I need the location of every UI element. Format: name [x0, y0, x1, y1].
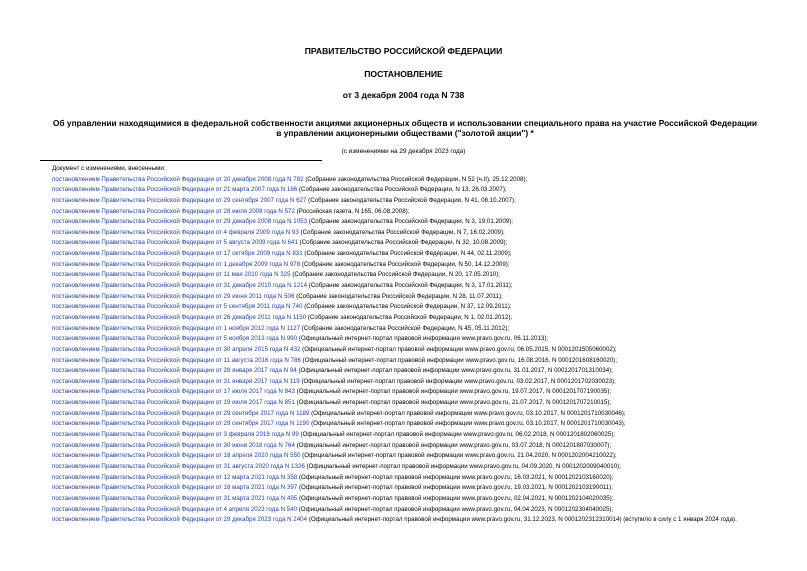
amendment-item [52, 260, 767, 271]
amendment-link[interactable]: постановлением Правительства Российской Федерации от 30 апреля 2015 года N 432 [52, 345, 301, 353]
amendment-item [52, 515, 767, 525]
amendment-item [52, 356, 767, 367]
amendment-item [52, 334, 767, 345]
amendment-source: (Собрание законодательства Российской Федерации, N 41, 08.10.2007); [306, 196, 516, 204]
amendment-source: (Российская газета, N 165, 06.08.2008); [294, 207, 410, 215]
amendment-item [52, 398, 767, 409]
amendment-item [52, 313, 767, 324]
amendment-link[interactable]: постановлением Правительства Российской Федерации от 5 августа 2009 года N 641 [52, 239, 298, 247]
amendment-item [52, 409, 767, 420]
amendment-source: (Официальный интернет-портал правовой информации www.pravo.gov.ru, 02.04.2021, N 0001202104020035); [297, 494, 614, 502]
amendment-link[interactable]: постановлением Правительства Российской Федерации от 31 марта 2021 года N 495 [52, 494, 298, 502]
amendment-source: (Официальный интернет-портал правовой информации www.pravo.gov.ru, 21.04.2020, N 0001202004210022); [300, 452, 617, 460]
amendment-item [52, 430, 767, 441]
amendment-link[interactable]: постановлением Правительства Российской Федерации от 5 сентября 2011 года N 740 [52, 303, 303, 311]
amendment-item [52, 185, 767, 196]
amendment-link[interactable]: постановлением Правительства Российской Федерации от 5 ноября 2013 года N 990 [52, 335, 298, 343]
amendment-link[interactable]: постановлением Правительства Российской Федерации от 20 декабря 2008 года N 782 [52, 175, 304, 183]
amendment-link[interactable]: постановлением Правительства Российской Федерации от 3 февраля 2018 года N 99 [52, 431, 299, 439]
amendment-item [52, 441, 767, 452]
amendment-source: (Собрание законодательства Российской Федерации, N 45, 05.11.2012); [300, 324, 509, 332]
amendment-item [52, 238, 767, 249]
amendment-item [52, 462, 767, 473]
amendment-source: (Собрание законодательства Российской Федерации, N 7, 16.02.2009); [298, 228, 505, 236]
amendment-link[interactable]: постановлением Правительства Российской Федерации от 31 декабря 2010 года N 1214 [52, 282, 308, 290]
amendment-source: (Официальный интернет-портал правовой информации www.pravo.gov.ru, 31.01.2017, N 0001201701310034); [296, 367, 613, 375]
amendment-link[interactable]: постановлением Правительства Российской Федерации от 18 марта 2021 года N 397 [52, 484, 298, 492]
amendment-link[interactable]: постановлением Правительства Российской Федерации от 29 сентября 2017 года N 1189 [52, 409, 310, 417]
amendment-source: (Официальный интернет-портал правовой информации www.pravo.gov.ru, 03.10.2017, N 0001201710030043); [309, 420, 626, 428]
amendment-link[interactable]: постановлением Правительства Российской Федерации от 29 июня 2011 года N 506 [52, 292, 295, 300]
amendment-source: (Официальный интернет-портал правовой информации www.pravo.gov.ru, 31.12.2023, N 0001202312310014) (вступило в силу с 1 января 2024 года). [307, 516, 737, 524]
amendments-intro: Документ с изменениями, внесенными: [52, 165, 166, 172]
document-revision-note: (с изменениями на 29 декабря 2023 года) [341, 148, 466, 155]
amendment-source: (Официальный интернет-портал правовой информации www.pravo.gov.ru, 21.07.2017, N 0001201707210015); [294, 399, 612, 407]
amendment-source: (Собрание законодательства Российской Федерации, N 52 (ч.II), 25.12.2008); [303, 175, 528, 183]
amendment-item [52, 302, 767, 313]
amendment-link[interactable]: постановлением Правительства Российской Федерации от 29 сентября 2017 года N 1190 [52, 420, 310, 428]
document-type-heading: ПОСТАНОВЛЕНИЕ [364, 69, 443, 79]
document-title: Об управлении находящимися в федеральной собственности акциями акционерных обществ и использовании специального права на участие Российской Федерации в управлении акционерными обществами ("золотой акции") * [52, 118, 758, 139]
amendment-source: (Официальный интернет-портал правовой информации www.pravo.gov.ru, 03.07.2018, N 0001201807030007); [294, 441, 612, 449]
amendment-item [52, 345, 767, 356]
amendment-item [52, 217, 767, 228]
amendment-item [52, 494, 767, 505]
amendment-item [52, 473, 767, 484]
amendment-source: (Официальный интернет-портал правовой информации www.pravo.gov.ru, 16.08.2016, N 0001201608160020); [300, 356, 618, 364]
amendment-source: (Собрание законодательства Российской Федерации, N 37, 12.09.2011); [302, 303, 512, 311]
amendment-link[interactable]: постановлением Правительства Российской Федерации от 11 мая 2010 года N 325 [52, 271, 291, 279]
amendment-link[interactable]: постановлением Правительства Российской Федерации от 26 декабря 2011 года N 1150 [52, 313, 307, 321]
amendment-link[interactable]: постановлением Правительства Российской Федерации от 4 февраля 2009 года N 93 [52, 228, 299, 236]
amendment-link[interactable]: постановлением Правительства Российской Федерации от 29 сентября 2007 года N 627 [52, 196, 307, 204]
amendment-source: (Официальный интернет-портал правовой информации www.pravo.gov.ru, 19.03.2021, N 0001202103190011); [297, 484, 613, 492]
amendment-link[interactable]: постановлением Правительства Российской Федерации от 1 декабря 2009 года N 978 [52, 260, 301, 268]
amendment-item [52, 207, 767, 218]
amendment-item [52, 366, 767, 377]
amendment-link[interactable]: постановлением Правительства Российской Федерации от 29 декабря 2008 года N 1053 [52, 218, 308, 226]
amendment-source: (Собрание законодательства Российской Федерации, N 32, 10.08.2009); [297, 239, 508, 247]
amendment-source: (Официальный интернет-портал правовой информации www.pravo.gov.ru, 03.02.2017, N 0001201702030023); [299, 377, 616, 385]
amendment-link[interactable]: постановлением Правительства Российской Федерации от 29 декабря 2023 года N 2404 [52, 516, 308, 524]
amendment-source: (Официальный интернет-портал правовой информации www.pravo.gov.ru, 06.11.2013); [297, 335, 549, 343]
amendment-source: (Собрание законодательства Российской Федерации, N 44, 02.11.2009); [302, 250, 512, 258]
amendment-source: (Официальный интернет-портал правовой информации www.pravo.gov.ru, 04.04.2023, N 0001202304040025); [297, 505, 614, 513]
amendment-link[interactable]: постановлением Правительства Российской Федерации от 21 марта 2007 года N 166 [52, 186, 298, 194]
amendment-link[interactable]: постановлением Правительства Российской Федерации от 19 июля 2017 года N 851 [52, 399, 295, 407]
amendment-source: (Официальный интернет-портал правовой информации www.pravo.gov.ru, 16.03.2021, N 0001202103160020); [297, 473, 614, 481]
amendment-source: (Собрание законодательства Российской Федерации, N 50, 14.12.2009); [300, 260, 510, 268]
amendment-item [52, 377, 767, 388]
amendment-item [52, 387, 767, 398]
amendment-item [52, 228, 767, 239]
amendment-item [52, 270, 767, 281]
amendment-item [52, 175, 767, 186]
amendment-link[interactable]: постановлением Правительства Российской Федерации от 12 марта 2021 года N 358 [52, 473, 298, 481]
amendment-link[interactable]: постановлением Правительства Российской Федерации от 17 июля 2017 года N 843 [52, 388, 295, 396]
amendment-link[interactable]: постановлением Правительства Российской Федерации от 17 октября 2009 года N 831 [52, 250, 303, 258]
amendment-item [52, 483, 767, 494]
amendments-list [52, 164, 767, 525]
government-heading: ПРАВИТЕЛЬСТВО РОССИЙСКОЙ ФЕДЕРАЦИИ [304, 46, 503, 56]
amendment-source: (Официальный интернет-портал правовой информации www.pravo.gov.ru, 03.10.2017, N 0001201710030046); [309, 409, 626, 417]
amendment-item [52, 249, 767, 260]
amendment-item [52, 505, 767, 516]
divider-line [40, 160, 322, 161]
amendment-source: (Официальный интернет-портал правовой информации www.pravo.gov.ru, 06.02.2018, N 0001201802060025); [298, 431, 615, 439]
amendment-source: (Собрание законодательства Российской Федерации, N 20, 17.05.2010); [290, 271, 501, 279]
amendment-link[interactable]: постановлением Правительства Российской Федерации от 11 августа 2016 года N 786 [52, 356, 301, 364]
amendment-link[interactable]: постановлением Правительства Российской Федерации от 30 июня 2018 года N 764 [52, 441, 295, 449]
amendment-link[interactable]: постановлением Правительства Российской Федерации от 31 января 2017 года N 119 [52, 377, 300, 385]
amendment-link[interactable]: постановлением Правительства Российской Федерации от 4 апреля 2023 года N 540 [52, 505, 298, 513]
amendment-item [52, 324, 767, 335]
amendment-source: (Собрание законодательства Российской Федерации, N 28, 11.07.2011); [294, 292, 503, 300]
amendment-source: (Официальный интернет-портал правовой информации www.pravo.gov.ru, 06.05.2015, N 0001201505060002); [300, 345, 617, 353]
amendment-source: (Официальный интернет-портал правовой информации www.pravo.gov.ru, 19.07.2017, N 0001201707190035); [294, 388, 612, 396]
amendment-source: (Собрание законодательства Российской Федерации, N 13, 26.03.2007); [297, 186, 507, 194]
document-date-number: от 3 декабря 2004 года N 738 [342, 90, 465, 100]
amendment-item [52, 451, 767, 462]
amendment-item [52, 292, 767, 303]
amendment-source: (Официальный интернет-портал правовой информации www.pravo.gov.ru, 04.09.2020, N 0001202009040010); [304, 462, 621, 470]
amendment-source: (Собрание законодательства Российской Федерации, N 3, 19.01.2009); [307, 218, 514, 226]
amendment-link[interactable]: постановлением Правительства Российской Федерации от 28 июля 2008 года N 572 [52, 207, 295, 215]
amendment-item [52, 281, 767, 292]
amendment-link[interactable]: постановлением Правительства Российской Федерации от 31 августа 2020 года N 1326 [52, 462, 305, 470]
amendment-item [52, 419, 767, 430]
amendment-link[interactable]: постановлением Правительства Российской Федерации от 28 января 2017 года N 94 [52, 367, 297, 375]
amendment-source: (Собрание законодательства Российской Федерации, N 1, 02.01.2012); [306, 313, 513, 321]
amendment-link[interactable]: постановлением Правительства Российской Федерации от 1 ноября 2012 года N 1127 [52, 324, 301, 332]
amendment-link[interactable]: постановлением Правительства Российской Федерации от 18 апреля 2020 года N 550 [52, 452, 301, 460]
amendment-source: (Собрание законодательства Российской Федерации, N 3, 17.01.2011); [307, 282, 513, 290]
amendment-item [52, 196, 767, 207]
